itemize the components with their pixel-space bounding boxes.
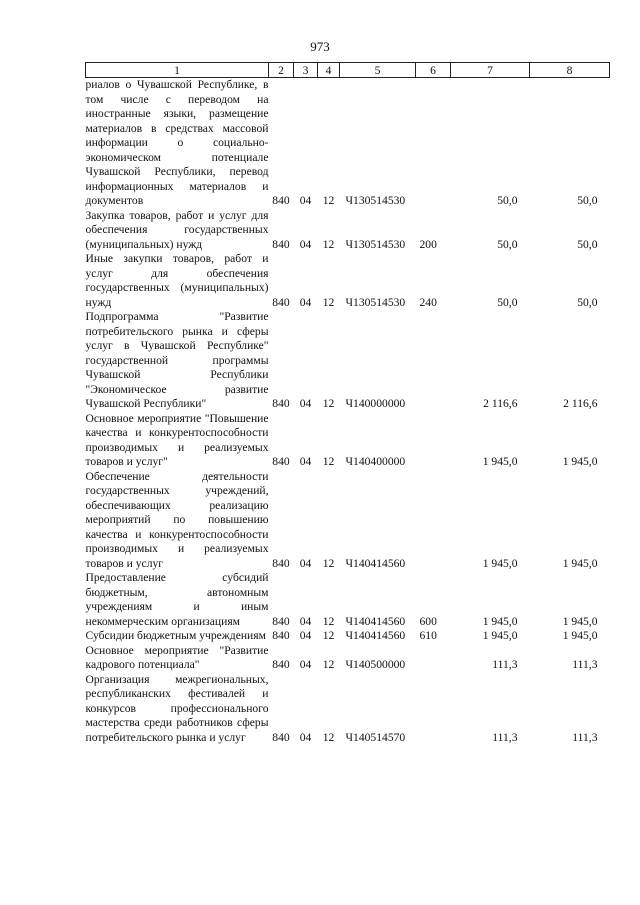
cell-subsection: 12 bbox=[322, 295, 335, 309]
cell-section: 04 bbox=[299, 237, 312, 251]
cell-expense-type: 240 bbox=[419, 295, 437, 309]
table-row bbox=[86, 252, 610, 310]
header-cell: 4 bbox=[318, 63, 340, 78]
header-cell: 1 bbox=[86, 63, 269, 78]
cell-amount-year2: 50,0 bbox=[577, 194, 598, 207]
cell-target-article: Ч140414560 bbox=[345, 614, 406, 628]
cell-amount-year1: 1 945,0 bbox=[482, 614, 518, 628]
table-row bbox=[86, 470, 610, 572]
cell-ministry-code: 840 bbox=[272, 295, 290, 309]
row-description: Основное мероприятие "Развитие кадрового потенциала" bbox=[85, 643, 269, 671]
cell-section: 04 bbox=[299, 295, 312, 309]
table-row bbox=[86, 209, 610, 253]
cell-expense-type bbox=[416, 78, 451, 209]
cell-expense-type: 600 bbox=[419, 614, 437, 628]
cell-subsection: 12 bbox=[322, 730, 335, 744]
header-row bbox=[86, 63, 610, 78]
cell-expense-type bbox=[416, 310, 451, 412]
cell-amount-year2: 1 945,0 bbox=[562, 455, 598, 468]
cell-target-article: Ч130514530 bbox=[345, 237, 406, 251]
budget-table bbox=[85, 62, 610, 745]
cell-amount-year2: 50,0 bbox=[577, 295, 598, 309]
cell-amount-year1: 111,3 bbox=[492, 730, 518, 744]
row-description: Субсидии бюджетным учреждениям bbox=[85, 629, 266, 642]
cell-section: 04 bbox=[299, 397, 312, 410]
cell-expense-type: 610 bbox=[419, 629, 437, 642]
cell-ministry-code: 840 bbox=[272, 397, 290, 410]
cell-amount-year1: 50,0 bbox=[497, 194, 518, 207]
cell-section: 04 bbox=[299, 730, 312, 744]
cell-amount-year2: 50,0 bbox=[577, 237, 598, 251]
table-row bbox=[86, 571, 610, 629]
cell-section: 04 bbox=[299, 556, 312, 570]
cell-subsection: 12 bbox=[322, 194, 335, 207]
row-description: Иные закупки товаров, работ и услуг для обеспечения государственных (муниципальных) нужд bbox=[85, 252, 269, 309]
cell-subsection: 12 bbox=[322, 237, 335, 251]
cell-section: 04 bbox=[299, 455, 312, 468]
cell-subsection: 12 bbox=[322, 629, 335, 642]
cell-amount-year1: 2 116,6 bbox=[483, 397, 518, 410]
row-description: Организация межрегиональных, республиканских фестивалей и конкурсов профессионального мастерства среди работников сферы потребительского рынка и услуг bbox=[85, 672, 269, 744]
cell-ministry-code: 840 bbox=[272, 455, 290, 468]
cell-section: 04 bbox=[299, 658, 312, 671]
cell-amount-year1: 111,3 bbox=[492, 658, 518, 671]
header-cell: 5 bbox=[340, 63, 416, 78]
table-row bbox=[86, 412, 610, 470]
cell-target-article: Ч140500000 bbox=[345, 658, 406, 671]
cell-ministry-code: 840 bbox=[272, 614, 290, 628]
cell-amount-year2: 2 116,6 bbox=[563, 397, 598, 410]
cell-amount-year1: 1 945,0 bbox=[482, 455, 518, 468]
cell-amount-year2: 111,3 bbox=[572, 730, 598, 744]
row-description: Основное мероприятие "Повышение качества и конкурентоспособности производимых и реализуемых товаров и услуг" bbox=[85, 411, 269, 468]
cell-expense-type bbox=[416, 412, 451, 470]
header-cell: 6 bbox=[416, 63, 451, 78]
cell-target-article: Ч140414560 bbox=[345, 556, 406, 570]
cell-amount-year2: 1 945,0 bbox=[562, 614, 598, 628]
cell-ministry-code: 840 bbox=[272, 556, 290, 570]
table-row bbox=[86, 629, 610, 644]
cell-amount-year1: 50,0 bbox=[497, 237, 518, 251]
table-row bbox=[86, 644, 610, 673]
cell-expense-type bbox=[416, 644, 451, 673]
row-description: Подпрограмма "Развитие потребительского рынка и сферы услуг в Чувашской Республике" государственной программы Чувашской Республики "Экономическое развитие Чувашской Республики" bbox=[85, 310, 269, 410]
cell-subsection: 12 bbox=[322, 614, 335, 628]
cell-ministry-code: 840 bbox=[272, 237, 290, 251]
cell-subsection: 12 bbox=[322, 455, 335, 468]
header-cell: 3 bbox=[294, 63, 318, 78]
table-row bbox=[86, 78, 610, 209]
cell-amount-year2: 111,3 bbox=[572, 658, 598, 671]
cell-subsection: 12 bbox=[322, 397, 335, 410]
row-description: Обеспечение деятельности государственных учреждений, обеспечивающих реализацию мероприятий по повышению качества и конкурентоспособности производимых и реализуемых товаров и услуг bbox=[85, 469, 269, 570]
cell-target-article: Ч140000000 bbox=[345, 397, 406, 410]
row-description: Закупка товаров, работ и услуг для обеспечения государственных (муниципальных) нужд bbox=[85, 208, 269, 251]
cell-subsection: 12 bbox=[322, 658, 335, 671]
cell-expense-type bbox=[416, 673, 451, 746]
table-row bbox=[86, 673, 610, 746]
cell-ministry-code: 840 bbox=[272, 658, 290, 671]
cell-section: 04 bbox=[299, 194, 312, 207]
cell-expense-type: 200 bbox=[419, 237, 437, 251]
cell-amount-year1: 50,0 bbox=[497, 295, 518, 309]
table-row bbox=[86, 310, 610, 412]
cell-target-article: Ч130514530 bbox=[345, 295, 406, 309]
cell-target-article: Ч130514530 bbox=[345, 194, 406, 207]
cell-target-article: Ч140514570 bbox=[345, 730, 406, 744]
cell-section: 04 bbox=[299, 629, 312, 642]
page-number: 973 bbox=[310, 39, 330, 54]
header-cell: 7 bbox=[451, 63, 530, 78]
cell-amount-year1: 1 945,0 bbox=[482, 556, 518, 570]
row-description: риалов о Чувашской Республике, в том числе с переводом на иностранные языки, размещение материалов в средствах массовой информации о социально-экономическом потенциале Чувашской Республики, перевод информационных материалов и документов bbox=[85, 78, 269, 207]
cell-amount-year2: 1 945,0 bbox=[562, 556, 598, 570]
cell-section: 04 bbox=[299, 614, 312, 628]
cell-amount-year2: 1 945,0 bbox=[562, 629, 598, 642]
cell-ministry-code: 840 bbox=[272, 629, 290, 642]
header-cell: 2 bbox=[269, 63, 294, 78]
row-description: Предоставление субсидий бюджетным, автономным учреждениям и иным некоммерческим организациям bbox=[85, 571, 269, 628]
cell-ministry-code: 840 bbox=[272, 194, 290, 207]
cell-amount-year1: 1 945,0 bbox=[482, 629, 518, 642]
cell-target-article: Ч140400000 bbox=[345, 455, 406, 468]
cell-ministry-code: 840 bbox=[272, 730, 290, 744]
cell-subsection: 12 bbox=[322, 556, 335, 570]
cell-expense-type bbox=[416, 470, 451, 572]
header-cell: 8 bbox=[530, 63, 610, 78]
cell-target-article: Ч140414560 bbox=[345, 629, 406, 642]
